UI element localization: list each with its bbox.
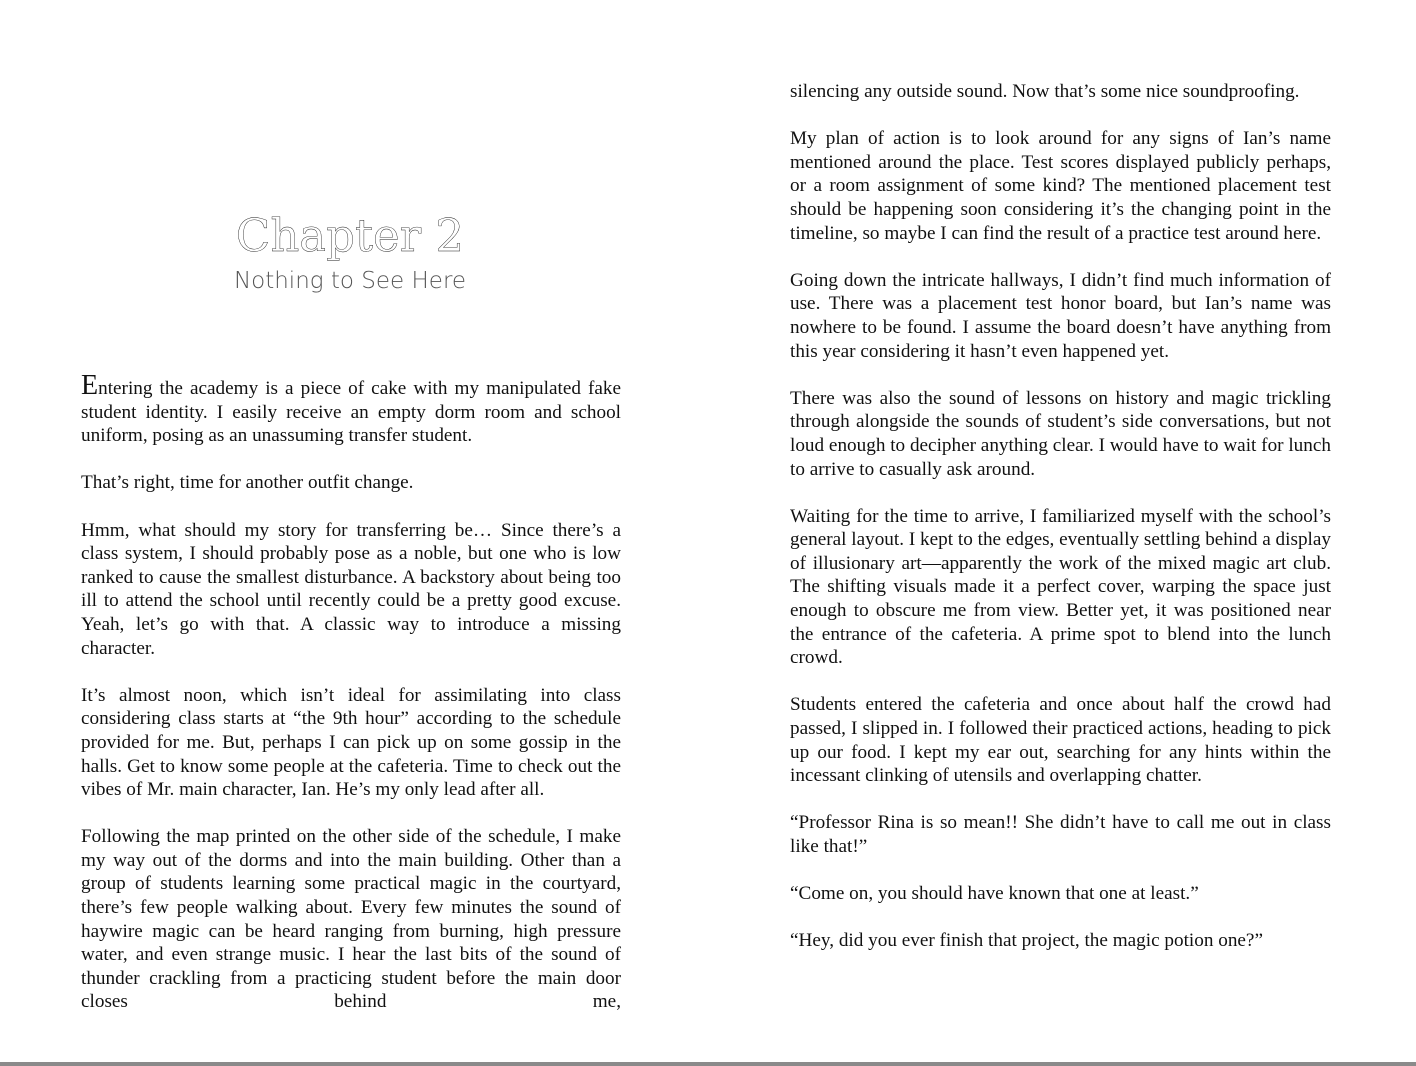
paragraph: “Hey, did you ever finish that project, the magic potion one?” [790,930,1263,952]
drop-cap: E [81,370,99,401]
paragraph: Waiting for the time to arrive, I familiarized myself with the school’s general layout. I kept to the edges, eventually settling behind a display of illusionary art—apparently the work of the mixed magic art club. The shifting visuals made it a perfect cover, warping the space just enough to obscure me from view. Better yet, it was positioned near the entrance of the cafeteria. A prime spot to blend into the lunch crowd. [790,505,1331,669]
right-page [708,0,1416,1062]
paragraph: silencing any outside sound. Now that’s some nice soundproofing. [790,81,1300,102]
chapter-subtitle: Nothing to See Here [233,268,467,294]
paragraph: That’s right, time for another outfit change. [81,472,414,494]
paragraph: Students entered the cafeteria and once about half the crowd had passed, I slipped in. I followed their practiced actions, heading to pick up our food. I kept my ear out, searching for any hints within the incessant clinking of utensils and overlapping chatter. [790,694,1331,787]
left-page-text [81,370,621,1038]
paragraph: “Professor Rina is so mean!! She didn’t have to call me out in class like that!” [790,812,1331,857]
chapter-title: Chapter 2 [235,209,465,262]
chapter-heading [80,208,620,296]
paragraph: Going down the intricate hallways, I didn’t find much information of use. There was a placement test honor board, but Ian’s name was nowhere to be found. I assume the board doesn’t have anything from this year considering it hasn’t even happened yet. [790,269,1331,362]
paragraph: Hmm, what should my story for transferring be… Since there’s a class system, I should probably pose as a noble, but one who is low ranked to cause the smallest disturbance. A backstory about being too ill to attend the school until recently could be a pretty good excuse. Yeah, let’s go with that. A classic way to introduce a missing character. [81,519,621,659]
paragraph: My plan of action is to look around for any signs of Ian’s name mentioned around the place. Test scores displayed publicly perhaps, or a room assignment of some kind? The mentioned placement test should be happening soon considering it’s the changing point in the timeline, so maybe I can find the result of a practice test around here. [790,128,1331,244]
paragraph: “Come on, you should have known that one at least.” [790,883,1199,905]
paragraph-text: ntering the academy is a piece of cake with my manipulated fake student identity. I easily receive an empty dorm room and school uniform, posing as an unassuming transfer student. [81,378,621,447]
paragraph [81,370,621,448]
right-page-text [790,80,1331,977]
paragraph: It’s almost noon, which isn’t ideal for assimilating into class considering class starts at “the 9th hour” according to the schedule provided for me. But, perhaps I can pick up on some gossip in the halls. Get to know some people at the cafeteria. Time to check out the vibes of Mr. main character, Ian. He’s my only lead after all. [81,684,621,801]
left-page [0,0,708,1062]
paragraph: There was also the sound of lessons on history and magic trickling through alongside the sounds of student’s side conversations, but not loud enough to decipher anything clear. I would have to wait for lunch to arrive to casually ask around. [790,387,1331,480]
paragraph: Following the map printed on the other side of the schedule, I make my way out of the dorms and into the main building. Other than a group of students learning some practical magic in the courtyard, there’s few people walking about. Every few minutes the sound of haywire magic can be heard ranging from burning, high pressure water, and even strange music. I hear the last bits of the sound of thunder crackling from a practicing student before the main door closes behind me, [81,826,621,1013]
